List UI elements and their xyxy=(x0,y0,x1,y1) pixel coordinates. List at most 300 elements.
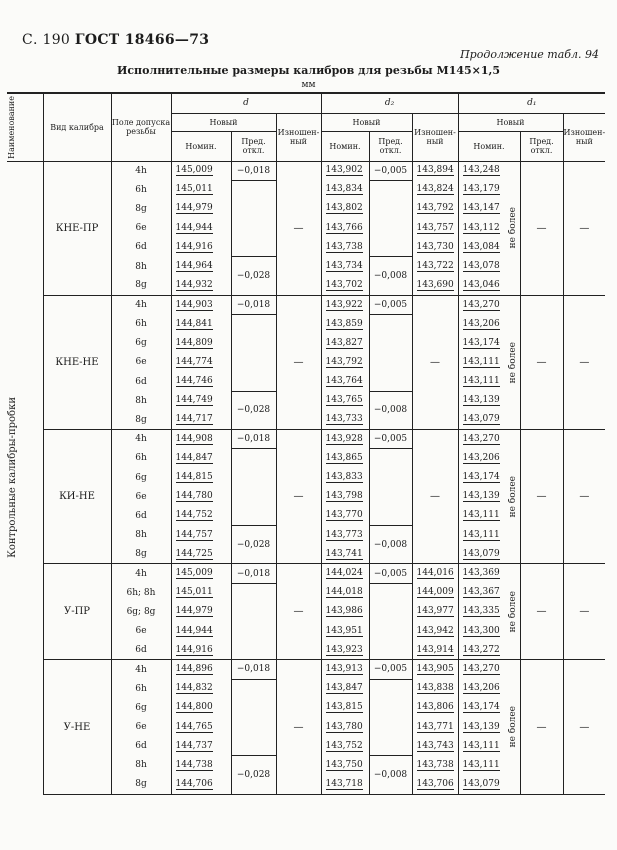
table-title: Исполнительные размеры калибров для резьбы М145×1,5 xyxy=(116,64,501,77)
d2-worn-cell xyxy=(412,679,458,698)
d1-nominal-value: 143,206 xyxy=(462,452,500,463)
d2-worn-value: 143,894 xyxy=(416,165,454,176)
d2-worn-cell xyxy=(412,583,458,602)
d-nominal-value: 144,737 xyxy=(175,740,213,751)
d2-worn-cell xyxy=(412,564,458,583)
d1-nominal-cell xyxy=(458,487,508,506)
d-nominal-value: 144,774 xyxy=(175,356,213,367)
tolerance-cell: 8h xyxy=(111,756,171,775)
d2-nominal-cell xyxy=(321,737,369,756)
d1-worn-cell: — xyxy=(563,430,605,564)
tolerance-cell: 6h; 8h xyxy=(111,583,171,602)
d1-nominal-cell xyxy=(458,295,508,314)
d2-nominal-cell xyxy=(321,257,369,276)
tolerance-cell: 8g xyxy=(111,545,171,564)
d1-nominal-cell xyxy=(458,257,508,276)
d2-nominal-cell xyxy=(321,679,369,698)
tolerance-cell: 6e xyxy=(111,717,171,736)
tolerance-cell: 6d xyxy=(111,737,171,756)
tolerance-cell: 6e xyxy=(111,353,171,372)
tolerance-cell: 4h xyxy=(111,161,171,180)
d2-nominal-value: 143,928 xyxy=(325,433,363,444)
d2-worn-value: 143,977 xyxy=(416,606,454,617)
d2-nominal-value: 143,798 xyxy=(325,491,363,502)
d-nominal-cell xyxy=(171,737,231,756)
d2-nominal-cell xyxy=(321,276,369,295)
d2-worn-value: 143,792 xyxy=(416,203,454,214)
d2-deviation-cell: −0,008 xyxy=(369,257,412,295)
d2-worn-cell xyxy=(412,199,458,218)
d-nominal-cell xyxy=(171,641,231,660)
d2-nominal-value: 143,764 xyxy=(325,376,363,387)
d1-deviation-cell: — xyxy=(520,430,563,564)
d2-deviation-cell: −0,008 xyxy=(369,756,412,794)
d-nominal-cell xyxy=(171,449,231,468)
d2-worn-value: 143,838 xyxy=(416,683,454,694)
d-header: d xyxy=(171,93,321,113)
d2-worn-value: 144,009 xyxy=(416,587,454,598)
d-nominal-cell xyxy=(171,276,231,295)
d1-nominal-cell xyxy=(458,717,508,736)
tolerance-cell: 8h xyxy=(111,526,171,545)
d2-nominal-value: 143,770 xyxy=(325,510,363,521)
d1-nominal-value: 143,270 xyxy=(462,664,500,675)
d2-deviation-cell: −0,005 xyxy=(369,430,412,449)
d2-worn-value: 143,706 xyxy=(416,778,454,789)
d1-nominal-value: 143,367 xyxy=(462,587,500,598)
d-worn-header: Изношенный xyxy=(276,113,321,161)
d2-nominal-cell xyxy=(321,295,369,314)
table-row xyxy=(7,161,605,180)
d2-nominal-cell xyxy=(321,238,369,257)
d2-nominal-value: 143,847 xyxy=(325,683,363,694)
d1-nominal-value: 143,179 xyxy=(462,184,500,195)
d-deviation-cell: −0,028 xyxy=(231,391,276,429)
d2-nominal-cell xyxy=(321,717,369,736)
d2-nominal-value: 143,750 xyxy=(325,759,363,770)
d-nominal-value: 144,832 xyxy=(175,683,213,694)
d1-nominal-cell xyxy=(458,737,508,756)
d2-worn-value: 144,016 xyxy=(416,568,454,579)
d-worn-cell: — xyxy=(276,161,321,295)
d2-deviation-cell xyxy=(369,679,412,756)
d2-worn-cell xyxy=(412,641,458,660)
d-nominal-cell xyxy=(171,487,231,506)
d-nominal-value: 144,847 xyxy=(175,452,213,463)
d1-nominal-value: 143,369 xyxy=(462,568,500,579)
d-nominal-cell xyxy=(171,238,231,257)
d2-worn-value: 143,757 xyxy=(416,222,454,233)
d1-nominal-cell xyxy=(458,199,508,218)
d-deviation-cell: −0,028 xyxy=(231,257,276,295)
d-deviation-cell xyxy=(231,583,276,660)
d2-nominal-value: 143,766 xyxy=(325,222,363,233)
tolerance-cell: 6g xyxy=(111,698,171,717)
d1-nominal-cell xyxy=(458,276,508,295)
d-nominal-cell xyxy=(171,199,231,218)
d-nominal-value: 144,809 xyxy=(175,337,213,348)
d2-nominal-cell xyxy=(321,334,369,353)
d-nominal-cell xyxy=(171,526,231,545)
d1-nominal-cell xyxy=(458,430,508,449)
d-nominal-value: 144,964 xyxy=(175,261,213,272)
tolerance-cell: 6g; 8g xyxy=(111,602,171,621)
d2-worn-value: 143,722 xyxy=(416,261,454,272)
kind-label: КИ-НЕ xyxy=(43,430,111,564)
d-nominal-value: 144,717 xyxy=(175,414,213,425)
tolerance-cell: 4h xyxy=(111,660,171,679)
d-nominal-value: 144,746 xyxy=(175,376,213,387)
d2-deviation-cell: −0,008 xyxy=(369,391,412,429)
d1-nominal-value: 143,300 xyxy=(462,625,500,636)
d-deviation-cell: −0,018 xyxy=(231,430,276,449)
d-nominal-value: 144,800 xyxy=(175,702,213,713)
d-nominal-cell xyxy=(171,564,231,583)
d1-nominal-value: 143,139 xyxy=(462,395,500,406)
table-row xyxy=(7,564,605,583)
unit-label: мм xyxy=(301,80,316,90)
d2-worn-cell xyxy=(412,276,458,295)
d2-nominal-value: 143,802 xyxy=(325,203,363,214)
d-nominal-value: 144,749 xyxy=(175,395,213,406)
d-nominal-value: 144,896 xyxy=(175,664,213,675)
d1-nominal-cell xyxy=(458,468,508,487)
d2-worn-value: 143,824 xyxy=(416,184,454,195)
tolerance-cell: 8g xyxy=(111,410,171,429)
d-nominal-cell xyxy=(171,679,231,698)
d-worn-cell: — xyxy=(276,295,321,429)
d1-nom-header: Номин. xyxy=(458,131,520,161)
d-nominal-cell xyxy=(171,219,231,238)
d-nominal-value: 144,903 xyxy=(175,299,213,310)
d1-nominal-value: 143,139 xyxy=(462,721,500,732)
d2-worn-value: 143,690 xyxy=(416,279,454,290)
d2-deviation-cell xyxy=(369,315,412,392)
d1-nominal-value: 143,078 xyxy=(462,261,500,272)
d2-nominal-cell xyxy=(321,641,369,660)
d-deviation-cell: −0,018 xyxy=(231,295,276,314)
d2-nominal-cell xyxy=(321,410,369,429)
tolerance-cell: 8g xyxy=(111,199,171,218)
d2-nominal-value: 143,765 xyxy=(325,395,363,406)
tolerance-cell: 6g xyxy=(111,334,171,353)
d2-nominal-cell xyxy=(321,468,369,487)
d-deviation-cell: −0,028 xyxy=(231,756,276,794)
page-header xyxy=(22,32,209,48)
d-nominal-cell xyxy=(171,430,231,449)
d2-nominal-cell xyxy=(321,602,369,621)
d2-deviation-cell xyxy=(369,180,412,257)
d1-nominal-value: 143,272 xyxy=(462,644,500,655)
tolerance-cell: 8g xyxy=(111,775,171,794)
d1-nominal-cell xyxy=(458,372,508,391)
d1-nominal-value: 143,079 xyxy=(462,548,500,559)
d2-worn-cell xyxy=(412,737,458,756)
tolerance-cell: 4h xyxy=(111,564,171,583)
d-nominal-value: 144,780 xyxy=(175,491,213,502)
not-more-label: не более xyxy=(508,706,518,748)
d1-nominal-value: 143,111 xyxy=(462,376,500,387)
d-nominal-value: 144,757 xyxy=(175,529,213,540)
d2-nominal-value: 143,702 xyxy=(325,279,363,290)
d1-nominal-value: 143,147 xyxy=(462,203,500,214)
d2-nominal-cell xyxy=(321,391,369,410)
tolerance-cell: 6g xyxy=(111,468,171,487)
d1-deviation-cell: — xyxy=(520,660,563,794)
d2-worn-cell: — xyxy=(412,295,458,429)
tolerance-cell: 8h xyxy=(111,391,171,410)
d2-worn-value: 143,914 xyxy=(416,644,454,655)
d1-nominal-cell xyxy=(458,679,508,698)
d-nominal-value: 145,011 xyxy=(175,184,213,195)
d1-nominal-cell xyxy=(458,180,508,199)
d2-worn-cell xyxy=(412,660,458,679)
d2-nominal-value: 143,902 xyxy=(325,165,363,176)
d-deviation-cell xyxy=(231,679,276,756)
d2-nominal-value: 143,780 xyxy=(325,721,363,732)
d-nominal-value: 144,738 xyxy=(175,759,213,770)
d1-nominal-cell xyxy=(458,353,508,372)
d1-nominal-cell xyxy=(458,564,508,583)
d2-nominal-value: 143,738 xyxy=(325,241,363,252)
d1-nominal-value: 143,112 xyxy=(462,222,500,233)
d-nom-header: Номин. xyxy=(171,131,231,161)
d2-nominal-value: 143,986 xyxy=(325,606,363,617)
d1-nominal-cell xyxy=(458,622,508,641)
d-nominal-value: 144,979 xyxy=(175,203,213,214)
d1-nominal-cell xyxy=(458,410,508,429)
d1-nominal-cell xyxy=(458,526,508,545)
d2-nominal-cell xyxy=(321,564,369,583)
tolerance-cell: 6e xyxy=(111,219,171,238)
d2-worn-cell xyxy=(412,238,458,257)
d1-new-header: Новый xyxy=(458,113,563,131)
d-nominal-cell xyxy=(171,161,231,180)
d1-nominal-cell xyxy=(458,583,508,602)
d-nominal-cell xyxy=(171,410,231,429)
d-nominal-cell xyxy=(171,315,231,334)
d2-worn-cell xyxy=(412,180,458,199)
d-nominal-cell xyxy=(171,545,231,564)
d2-worn-cell xyxy=(412,698,458,717)
d-nominal-value: 145,009 xyxy=(175,165,213,176)
d2-nominal-value: 143,734 xyxy=(325,261,363,272)
tolerance-cell: 4h xyxy=(111,295,171,314)
d1-nominal-cell xyxy=(458,334,508,353)
not-more-label: не более xyxy=(508,476,518,518)
d2-nominal-value: 143,865 xyxy=(325,452,363,463)
d1-dev-header: Пред. откл. xyxy=(520,131,563,161)
d-nominal-cell xyxy=(171,180,231,199)
d-nominal-cell xyxy=(171,468,231,487)
d1-nominal-value: 143,174 xyxy=(462,702,500,713)
d-nominal-value: 145,009 xyxy=(175,568,213,579)
d1-nominal-value: 143,206 xyxy=(462,318,500,329)
d1-note-cell xyxy=(508,430,520,564)
kind-label: У-ПР xyxy=(43,564,111,660)
tolerance-cell: 6h xyxy=(111,180,171,199)
table-row xyxy=(7,660,605,679)
not-more-label: не более xyxy=(508,591,518,633)
d1-note-cell xyxy=(508,295,520,429)
not-more-label: не более xyxy=(508,207,518,249)
d2-deviation-cell xyxy=(369,583,412,660)
d1-worn-cell: — xyxy=(563,295,605,429)
tolerance-cell: 6h xyxy=(111,315,171,334)
d2-nominal-cell xyxy=(321,698,369,717)
tolerance-header: Поле допуска резьбы xyxy=(111,93,171,161)
d1-nominal-value: 143,111 xyxy=(462,529,500,540)
d2-dev-header: Пред. откл. xyxy=(369,131,412,161)
d1-nominal-cell xyxy=(458,161,508,180)
d-deviation-cell xyxy=(231,449,276,526)
d1-nominal-value: 143,248 xyxy=(462,165,500,176)
d2-nominal-value: 143,833 xyxy=(325,472,363,483)
d2-nominal-cell xyxy=(321,180,369,199)
d1-deviation-cell: — xyxy=(520,161,563,295)
kind-header: Вид калибра xyxy=(43,93,111,161)
d2-deviation-cell: −0,005 xyxy=(369,660,412,679)
d2-nominal-cell xyxy=(321,487,369,506)
d-nominal-value: 144,815 xyxy=(175,472,213,483)
kind-label: У-НЕ xyxy=(43,660,111,794)
d1-nominal-cell xyxy=(458,219,508,238)
table-row xyxy=(7,295,605,314)
d-nominal-cell xyxy=(171,257,231,276)
d-deviation-cell xyxy=(231,315,276,392)
d1-worn-cell: — xyxy=(563,564,605,660)
d-nominal-cell xyxy=(171,602,231,621)
d2-nominal-value: 143,922 xyxy=(325,299,363,310)
d-nominal-cell xyxy=(171,295,231,314)
d2-worn-value: 143,743 xyxy=(416,740,454,751)
tolerance-cell: 6e xyxy=(111,622,171,641)
d2-worn-cell: — xyxy=(412,430,458,564)
d-nominal-value: 144,908 xyxy=(175,433,213,444)
d1-nominal-cell xyxy=(458,698,508,717)
d2-nominal-value: 143,733 xyxy=(325,414,363,425)
d-deviation-cell xyxy=(231,180,276,257)
d1-deviation-cell: — xyxy=(520,295,563,429)
d1-nominal-value: 143,174 xyxy=(462,472,500,483)
standard-number: ГОСТ 18466—73 xyxy=(74,32,210,48)
d-nominal-value: 144,932 xyxy=(175,279,213,290)
d2-deviation-cell: −0,005 xyxy=(369,564,412,583)
d-nominal-cell xyxy=(171,334,231,353)
d1-nominal-cell xyxy=(458,238,508,257)
d2-deviation-cell: −0,005 xyxy=(369,161,412,180)
kind-label: КНЕ-НЕ xyxy=(43,295,111,429)
d2-nominal-cell xyxy=(321,219,369,238)
d2-nominal-value: 143,923 xyxy=(325,644,363,655)
d2-worn-header: Изношенный xyxy=(412,113,458,161)
d2-deviation-cell xyxy=(369,449,412,526)
d2-nominal-cell xyxy=(321,430,369,449)
d-nominal-value: 144,979 xyxy=(175,606,213,617)
side-group-text: Контрольные калибры-пробки xyxy=(7,397,18,559)
continuation-note: Продолжение табл. 94 xyxy=(460,48,599,61)
table-row xyxy=(7,430,605,449)
d1-nominal-cell xyxy=(458,391,508,410)
d2-worn-cell xyxy=(412,717,458,736)
d1-nominal-cell xyxy=(458,545,508,564)
d-nominal-value: 144,752 xyxy=(175,510,213,521)
d1-nominal-cell xyxy=(458,775,508,794)
d-deviation-cell: −0,018 xyxy=(231,161,276,180)
d-nominal-value: 144,944 xyxy=(175,222,213,233)
d-nominal-value: 144,841 xyxy=(175,318,213,329)
d2-worn-value: 143,806 xyxy=(416,702,454,713)
d1-nominal-value: 143,335 xyxy=(462,606,500,617)
d2-header: d₂ xyxy=(321,93,458,113)
d1-nominal-value: 143,111 xyxy=(462,759,500,770)
d2-worn-cell xyxy=(412,602,458,621)
naim-header: Наименование xyxy=(7,93,43,161)
d1-nominal-value: 143,111 xyxy=(462,740,500,751)
d-worn-cell: — xyxy=(276,660,321,794)
d-deviation-cell: −0,018 xyxy=(231,564,276,583)
tolerance-cell: 8h xyxy=(111,257,171,276)
d-nominal-cell xyxy=(171,353,231,372)
page-number: С. 190 xyxy=(22,32,71,48)
d-deviation-cell: −0,018 xyxy=(231,660,276,679)
d1-nominal-cell xyxy=(458,315,508,334)
d2-nominal-cell xyxy=(321,199,369,218)
d-new-header: Новый xyxy=(171,113,276,131)
d2-worn-cell xyxy=(412,756,458,775)
d1-nominal-value: 143,084 xyxy=(462,241,500,252)
tolerance-cell: 4h xyxy=(111,430,171,449)
d2-nominal-value: 143,752 xyxy=(325,740,363,751)
d1-nominal-value: 143,079 xyxy=(462,778,500,789)
tolerance-cell: 8g xyxy=(111,276,171,295)
d-nominal-value: 144,765 xyxy=(175,721,213,732)
d2-deviation-cell: −0,005 xyxy=(369,295,412,314)
d1-worn-cell: — xyxy=(563,660,605,794)
d-deviation-cell: −0,028 xyxy=(231,526,276,564)
d-nominal-value: 144,706 xyxy=(175,778,213,789)
d2-nominal-cell xyxy=(321,660,369,679)
d2-nominal-cell xyxy=(321,353,369,372)
side-group-label xyxy=(7,161,43,794)
d-nominal-cell xyxy=(171,506,231,525)
d1-note-cell xyxy=(508,660,520,794)
d2-nominal-cell xyxy=(321,583,369,602)
d2-worn-value: 143,738 xyxy=(416,759,454,770)
tolerance-cell: 6h xyxy=(111,679,171,698)
gauge-table xyxy=(7,92,605,795)
d2-nominal-cell xyxy=(321,775,369,794)
d1-worn-header: Изношенный xyxy=(563,113,605,161)
d-nominal-cell xyxy=(171,622,231,641)
d-nominal-cell xyxy=(171,698,231,717)
d2-worn-cell xyxy=(412,257,458,276)
d1-nominal-value: 143,111 xyxy=(462,510,500,521)
d1-nominal-value: 143,206 xyxy=(462,683,500,694)
d1-nominal-value: 143,270 xyxy=(462,299,500,310)
d2-worn-cell xyxy=(412,775,458,794)
d2-worn-cell xyxy=(412,161,458,180)
d1-nominal-value: 143,139 xyxy=(462,491,500,502)
d2-nom-header: Номин. xyxy=(321,131,369,161)
d2-nominal-value: 144,024 xyxy=(325,568,363,579)
d2-nominal-cell xyxy=(321,161,369,180)
d1-deviation-cell: — xyxy=(520,564,563,660)
d1-header: d₁ xyxy=(458,93,605,113)
d2-new-header: Новый xyxy=(321,113,412,131)
d2-nominal-cell xyxy=(321,756,369,775)
d1-note-cell xyxy=(508,161,520,295)
